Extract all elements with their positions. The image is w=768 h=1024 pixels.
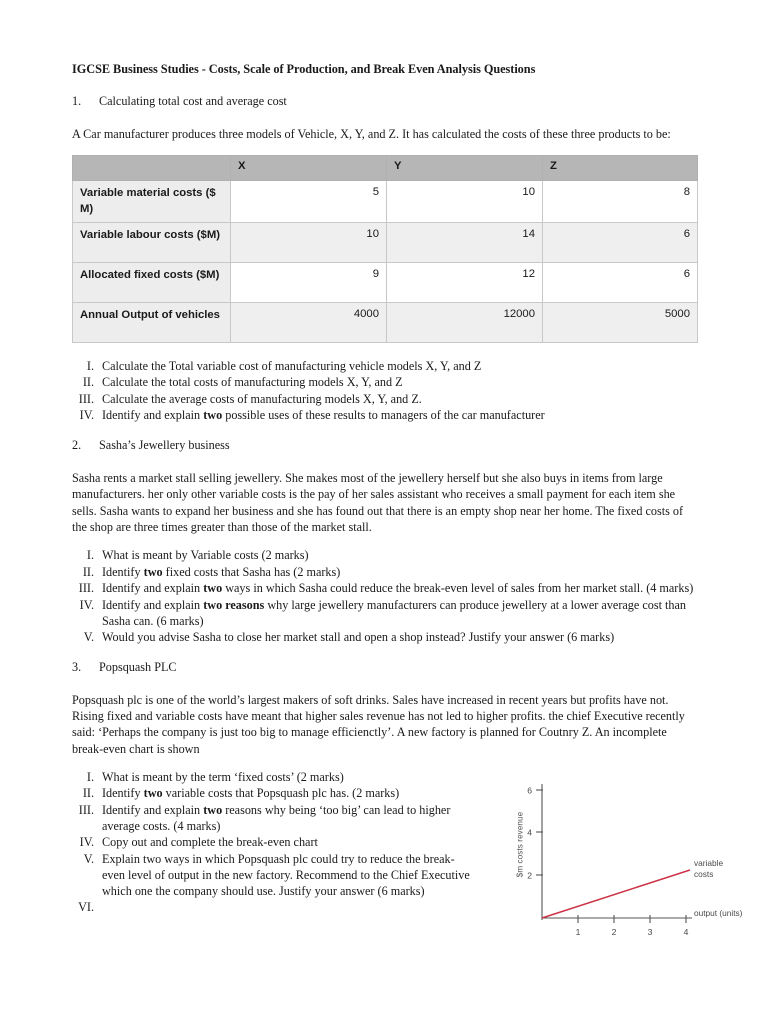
list-numeral: II. <box>82 564 94 579</box>
chart-x-tick-label: 4 <box>683 926 689 937</box>
list-item <box>72 565 696 581</box>
list-item <box>72 786 496 802</box>
chart-y-tick-label: 2 <box>527 870 532 881</box>
list-text: Explain two ways in which Popsquash plc could try to reduce the break-even level of output in the new factory. Recommend to the Chief Executive which one the company should use. Justify your answer (6 marks) <box>102 851 470 898</box>
list-numeral: II. <box>82 786 94 801</box>
chart-y-axis-label: $m costs revenue <box>515 811 525 877</box>
row-label: Variable labour costs ($M) <box>73 222 231 262</box>
list-text: Calculate the average costs of manufacturing models X, Y, and Z. <box>102 391 422 406</box>
chart-y-tick-label: 6 <box>527 785 532 796</box>
list-text: Copy out and complete the break-even chart <box>102 835 318 850</box>
list-item <box>72 359 696 375</box>
chart-y-ticks <box>527 785 543 880</box>
table-header-blank <box>73 156 231 181</box>
row-value-z: 6 <box>543 262 698 302</box>
list-text: Identify two fixed costs that Sasha has (2 marks) <box>102 564 341 579</box>
chart-x-tick-label: 3 <box>647 926 653 937</box>
row-value-y: 12000 <box>387 302 543 342</box>
list-text: Identify and explain two possible uses of these results to managers of the car manufacturer <box>102 408 545 423</box>
row-value-x: 10 <box>231 222 387 262</box>
section-1-number: 1. <box>72 94 82 109</box>
list-numeral: I. <box>86 358 94 373</box>
list-item <box>72 900 496 916</box>
break-even-chart <box>496 776 744 948</box>
list-text: Identify and explain two ways in which Sasha could reduce the break-even level of sales from her market stall. (4 marks) <box>102 581 694 596</box>
list-item <box>72 598 696 630</box>
list-numeral: V. <box>83 851 94 866</box>
section-3-title: Popsquash PLC <box>99 660 177 675</box>
list-item <box>72 392 696 408</box>
section-3-number: 3. <box>72 660 82 675</box>
section-1-question-list <box>72 359 696 424</box>
row-value-y: 10 <box>387 181 543 223</box>
list-numeral: III. <box>78 802 94 817</box>
list-text: Identify and explain two reasons why being ‘too big’ can lead to higher average costs. (4 marks) <box>102 802 451 833</box>
list-numeral: I. <box>86 548 94 563</box>
section-2-title: Sasha’s Jewellery business <box>99 438 230 453</box>
chart-y-tick-label: 4 <box>527 827 532 838</box>
section-2-question-list <box>72 548 696 646</box>
list-text: Calculate the total costs of manufacturing models X, Y, and Z <box>102 375 403 390</box>
list-numeral: V. <box>83 630 94 645</box>
row-value-x: 4000 <box>231 302 387 342</box>
list-numeral: IV. <box>79 408 94 423</box>
list-text: Identify and explain two reasons why large jewellery manufacturers can produce jewellery at a lower average cost than Sasha can. (6 marks) <box>102 597 687 628</box>
table-row <box>73 262 698 302</box>
chart-series-label-variable-costs: variable costs <box>694 857 724 879</box>
list-text: Calculate the Total variable cost of manufacturing vehicle models X, Y, and Z <box>102 358 482 373</box>
section-1-intro: A Car manufacturer produces three models of Vehicle, X, Y, and Z. It has calculated the costs of these three products to be: <box>72 127 671 142</box>
row-value-z: 6 <box>543 222 698 262</box>
list-item <box>72 408 696 424</box>
table-row <box>73 181 698 223</box>
list-item <box>72 375 696 391</box>
list-item <box>72 835 496 851</box>
list-item <box>72 803 496 835</box>
section-3-intro: Popsquash plc is one of the world’s largest makers of soft drinks. Sales have increased in recent years but profits have not. Rising fixed and variable costs have meant that higher sales revenue has not led to higher profits. the chief Executive recently said: ‘Perhaps the company is just too big to manage efficienctly’. A new factory is planned for Coutnry Z. An incomplete break-even chart is shown <box>72 692 685 756</box>
list-numeral: IV. <box>79 597 94 612</box>
row-value-y: 12 <box>387 262 543 302</box>
row-value-z: 5000 <box>543 302 698 342</box>
row-label: Variable material costs ($ M) <box>73 181 231 223</box>
section-3-heading <box>72 660 696 676</box>
table-header-row <box>73 156 698 181</box>
section-2-intro: Sasha rents a market stall selling jewellery. She makes most of the jewellery herself but she also buys in items from large manufacturers. her only other variable costs is the pay of her sales assistant who receives a small payment for each item she sells. Sasha wants to expand her business and she has found out that there is an empty shop near her home. The fixed costs of the shop are three times greater than those of the market stall. <box>72 471 684 534</box>
list-numeral: IV. <box>79 835 94 850</box>
section-2-number: 2. <box>72 438 82 453</box>
section-3-questions-column <box>72 770 496 930</box>
page-title: IGCSE Business Studies - Costs, Scale of Production, and Break Even Analysis Questions <box>72 62 536 76</box>
list-text: Identify two variable costs that Popsquash plc has. (2 marks) <box>102 786 400 801</box>
chart-variable-costs-line <box>542 870 690 918</box>
table-header-z: Z <box>543 156 698 181</box>
section-1-heading <box>72 94 696 110</box>
row-value-x: 9 <box>231 262 387 302</box>
costs-table <box>72 155 698 343</box>
list-numeral: I. <box>86 769 94 784</box>
row-value-x: 5 <box>231 181 387 223</box>
section-2-heading <box>72 438 696 454</box>
table-header-x: X <box>231 156 387 181</box>
list-item <box>72 548 696 564</box>
row-label: Allocated fixed costs ($M) <box>73 262 231 302</box>
list-text: Would you advise Sasha to close her market stall and open a shop instead? Justify your answer (6 marks) <box>102 630 615 645</box>
table-row <box>73 302 698 342</box>
section-3-body <box>72 769 743 948</box>
list-numeral: III. <box>78 391 94 406</box>
table-header-y: Y <box>387 156 543 181</box>
chart-x-axis-label: output (units) <box>694 907 743 918</box>
chart-x-tick-label: 1 <box>575 926 581 937</box>
chart-x-tick-label: 2 <box>611 926 617 937</box>
list-numeral: III. <box>78 581 94 596</box>
section-3-question-list <box>72 770 496 916</box>
section-1-title: Calculating total cost and average cost <box>99 94 287 109</box>
list-text: What is meant by the term ‘fixed costs’ (2 marks) <box>102 769 344 784</box>
list-item <box>72 581 696 597</box>
list-text: What is meant by Variable costs (2 marks) <box>102 548 309 563</box>
row-value-y: 14 <box>387 222 543 262</box>
list-numeral: VI. <box>78 900 94 915</box>
list-item <box>72 852 496 900</box>
table-row <box>73 222 698 262</box>
row-label: Annual Output of vehicles <box>73 302 231 342</box>
row-value-z: 8 <box>543 181 698 223</box>
list-item <box>72 770 496 786</box>
list-numeral: II. <box>82 375 94 390</box>
break-even-chart-column <box>496 776 744 948</box>
list-text <box>102 900 472 916</box>
list-item <box>72 630 696 646</box>
